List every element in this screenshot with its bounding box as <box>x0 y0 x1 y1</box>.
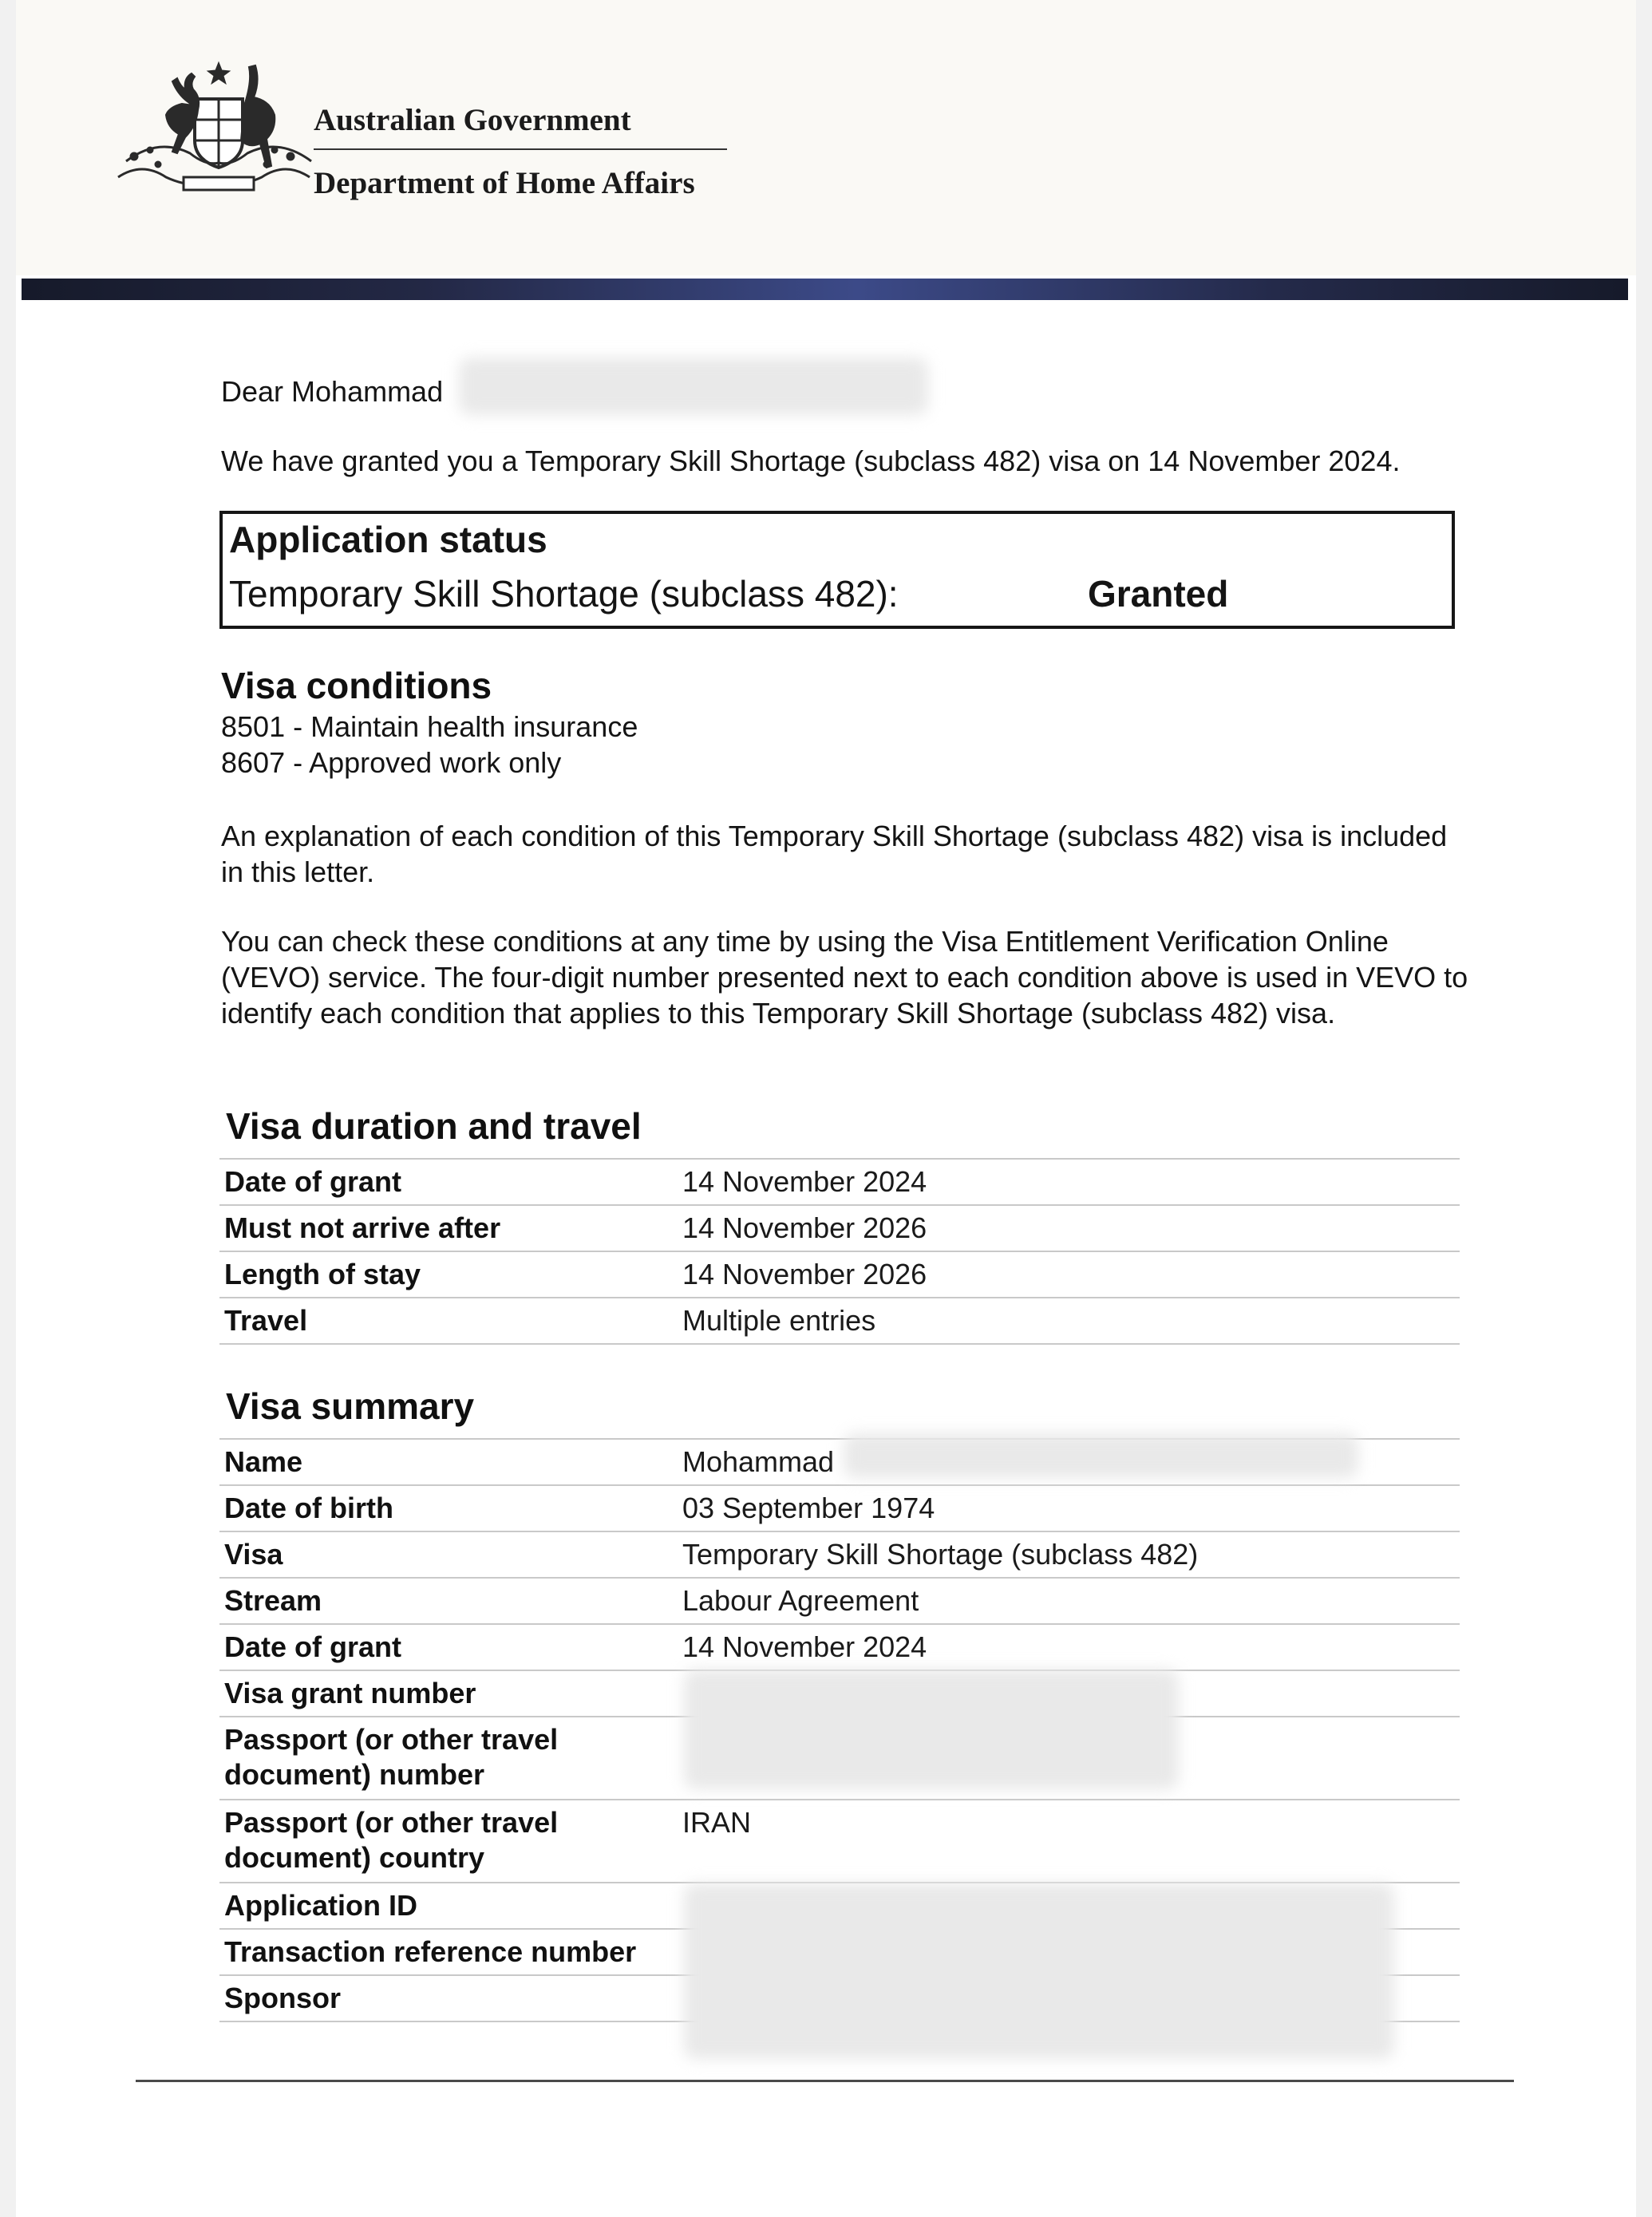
header-band <box>22 279 1628 300</box>
table-row <box>219 1298 1460 1344</box>
row-label: Sponsor <box>219 1975 678 2021</box>
table-row <box>219 1485 1460 1531</box>
row-label: Passport (or other travel document) country <box>219 1800 678 1883</box>
row-value: IRAN <box>678 1800 1460 1883</box>
row-value: 14 November 2026 <box>678 1251 1460 1298</box>
row-label: Transaction reference number <box>219 1929 678 1975</box>
agency-name: Australian Government <box>314 103 631 137</box>
status-value: Granted <box>1088 573 1229 615</box>
agency-divider <box>314 148 727 150</box>
condition-item: 8607 - Approved work only <box>221 746 562 779</box>
conditions-explanation: An explanation of each condition of this Temporary Skill Shortage (subclass 482) visa is included in this letter. <box>221 820 1448 888</box>
table-row <box>219 1624 1460 1670</box>
row-label: Must not arrive after <box>219 1205 678 1251</box>
row-value: Temporary Skill Shortage (subclass 482) <box>678 1531 1460 1578</box>
redacted-name <box>844 1433 1358 1478</box>
duration-table <box>219 1158 1460 1345</box>
status-visa-label: Temporary Skill Shortage (subclass 482): <box>229 573 899 615</box>
row-label: Visa grant number <box>219 1670 678 1717</box>
redacted-surname <box>459 358 928 415</box>
status-heading: Application status <box>229 519 547 560</box>
redacted-application-details <box>684 1883 1394 2059</box>
row-label: Application ID <box>219 1883 678 1929</box>
row-label: Date of grant <box>219 1159 678 1205</box>
letterhead <box>16 0 1636 275</box>
table-row <box>219 1578 1460 1624</box>
table-row <box>219 1205 1460 1251</box>
table-row <box>219 1251 1460 1298</box>
row-label: Name <box>219 1439 678 1485</box>
footer-divider <box>136 2080 1514 2082</box>
application-status-box <box>219 511 1455 629</box>
table-row <box>219 1159 1460 1205</box>
summary-heading: Visa summary <box>226 1385 475 1427</box>
greeting: Dear Mohammad <box>221 375 444 408</box>
conditions-heading: Visa conditions <box>221 665 492 706</box>
row-label: Stream <box>219 1578 678 1624</box>
letter-page <box>16 0 1636 2217</box>
duration-heading: Visa duration and travel <box>226 1105 642 1147</box>
row-label: Visa <box>219 1531 678 1578</box>
row-label: Travel <box>219 1298 678 1344</box>
intro-sentence: We have granted you a Temporary Skill Shortage (subclass 482) visa on 14 November 2024. <box>221 445 1401 477</box>
coat-of-arms-icon <box>110 57 316 207</box>
row-value: 14 November 2024 <box>678 1624 1460 1670</box>
table-row <box>219 1800 1460 1883</box>
row-value: Labour Agreement <box>678 1578 1460 1624</box>
row-value: 14 November 2024 <box>678 1159 1460 1205</box>
condition-item: 8501 - Maintain health insurance <box>221 710 638 743</box>
vevo-note: You can check these conditions at any time by using the Visa Entitlement Verification Online (VEVO) service. The four-digit number presented next to each condition above is used in VEVO to identify each condition that applies to this Temporary Skill Shortage (subclass 482) visa. <box>221 925 1468 1029</box>
department-name: Department of Home Affairs <box>314 166 695 200</box>
table-row <box>219 1531 1460 1578</box>
redacted-grant-and-passport <box>684 1670 1179 1789</box>
row-label: Date of birth <box>219 1485 678 1531</box>
row-value: Mohammad <box>678 1439 1460 1485</box>
row-label: Date of grant <box>219 1624 678 1670</box>
row-value: 03 September 1974 <box>678 1485 1460 1531</box>
row-value: Multiple entries <box>678 1298 1460 1344</box>
row-label: Length of stay <box>219 1251 678 1298</box>
row-label: Passport (or other travel document) number <box>219 1717 678 1800</box>
row-value: 14 November 2026 <box>678 1205 1460 1251</box>
